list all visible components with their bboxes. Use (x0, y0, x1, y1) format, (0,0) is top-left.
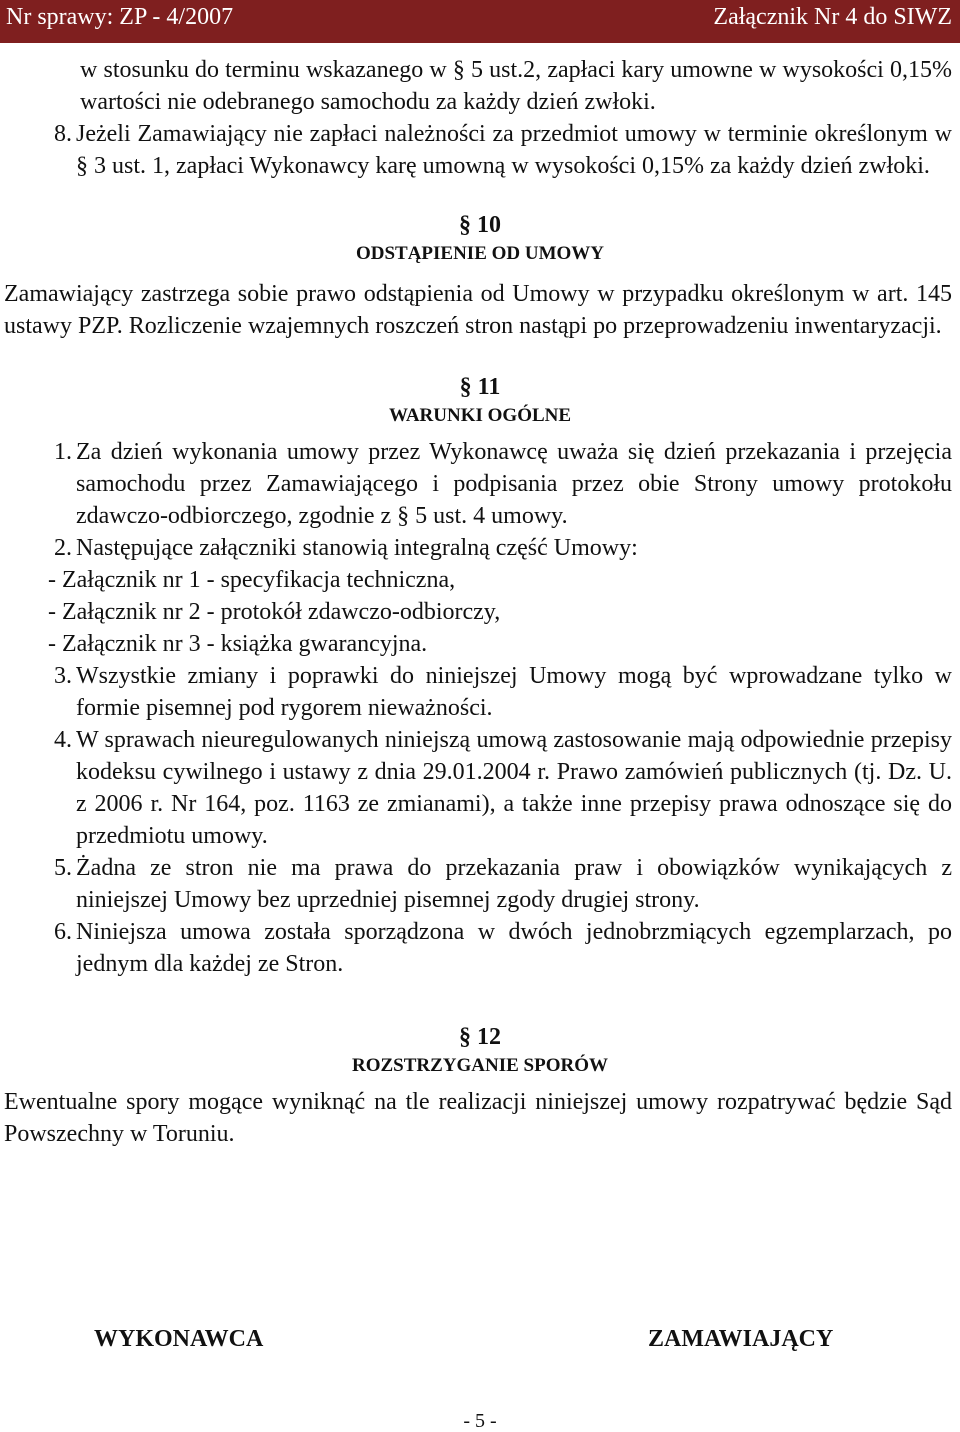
list-item (0, 660, 960, 724)
annex-item: - Załącznik nr 1 - specyfikacja techniczna, (48, 567, 456, 593)
page-number: - 5 - (463, 1410, 497, 1432)
list-item-text: Następujące załączniki stanowią integralną część Umowy: (76, 535, 638, 561)
document-body (0, 54, 960, 1150)
list-item-number: 4. (54, 727, 72, 753)
paragraph-continuation: w stosunku do terminu wskazanego w § 5 ust.2, zapłaci kary umowne w wysokości 0,15% wartości nie odebranego samochodu za każdy dzień zwłoki. (80, 57, 952, 115)
section-12-heading (0, 1022, 960, 1080)
section-title: ROZSTRZYGANIE SPORÓW (351, 1055, 609, 1076)
attachment-label: Załącznik Nr 4 do SIWZ (713, 4, 952, 30)
list-item-number: 2. (54, 535, 72, 561)
case-number: Nr sprawy: ZP - 4/2007 (6, 4, 234, 30)
list-item-text: Niniejsza umowa została sporządzona w dwóch jednobrzmiących egzemplarzach, po jednym dla każdej ze Stron. (76, 919, 952, 977)
list-item-number: 6. (54, 919, 72, 945)
section-11-list (0, 436, 960, 980)
section-number: § 10 (459, 212, 501, 238)
section-title: ODSTĄPIENIE OD UMOWY (355, 243, 605, 264)
client-signature-label: ZAMAWIAJĄCY (648, 1326, 834, 1352)
section-number: § 12 (459, 1024, 501, 1050)
list-item (0, 532, 960, 564)
section-10-body: Zamawiający zastrzega sobie prawo odstąpienia od Umowy w przypadku określonym w art. 145 ustawy PZP. Rozliczenie wzajemnych roszczeń stron nastąpi po przeprowadzeniu inwentaryzacji. (4, 281, 952, 339)
list-item (0, 724, 960, 852)
contractor-signature-label: WYKONAWCA (94, 1326, 264, 1352)
list-item-text: Wszystkie zmiany i poprawki do niniejszej Umowy mogą być wprowadzane tylko w formie pisemnej pod rygorem nieważności. (76, 663, 952, 721)
list-item-text: W sprawach nieuregulowanych niniejszą umową zastosowanie mają odpowiednie przepisy kodeksu cywilnego i ustawy z dnia 29.01.2004 r. Prawo zamówień publicznych (tj. Dz. U. z 2006 r. Nr 164, poz. 1163 ze zmianami), a także inne przepisy prawa odnoszące się do przedmiotu umowy. (76, 727, 952, 849)
list-item-number: 3. (54, 663, 72, 689)
list-item-text: Za dzień wykonania umowy przez Wykonawcę uważa się dzień przekazania i przejęcia samochodu przez Zamawiającego i podpisania przez obie Strony umowy protokołu zdawczo-odbiorczego, zgodnie z § 5 ust. 4 umowy. (76, 439, 952, 529)
section-number: § 11 (459, 374, 501, 400)
annex-item: - Załącznik nr 2 - protokół zdawczo-odbiorczy, (48, 599, 501, 625)
section-11-heading (0, 372, 960, 430)
list-item (0, 852, 960, 916)
list-item-8 (0, 118, 960, 182)
list-item-text: Żadna ze stron nie ma prawa do przekazania praw i obowiązków wynikających z niniejszej Umowy bez uprzedniej pisemnej zgody drugiej strony. (76, 855, 952, 913)
section-10-heading (0, 210, 960, 268)
annex-item: - Załącznik nr 3 - książka gwarancyjna. (48, 631, 428, 657)
list-item (0, 436, 960, 532)
page-header (0, 0, 960, 43)
section-12-body: Ewentualne spory mogące wyniknąć na tle realizacji niniejszej umowy rozpatrywać będzie Sąd Powszechny w Toruniu. (4, 1089, 952, 1147)
annex-list (0, 564, 960, 660)
list-item-text: Jeżeli Zamawiający nie zapłaci należności za przedmiot umowy w terminie określonym w § 3 ust. 1, zapłaci Wykonawcy karę umowną w wysokości 0,15% za każdy dzień zwłoki. (76, 121, 952, 179)
list-item-number: 1. (54, 439, 72, 465)
list-item (0, 916, 960, 980)
list-item-number: 8. (54, 121, 72, 147)
list-item-number: 5. (54, 855, 72, 881)
section-title: WARUNKI OGÓLNE (388, 405, 572, 426)
